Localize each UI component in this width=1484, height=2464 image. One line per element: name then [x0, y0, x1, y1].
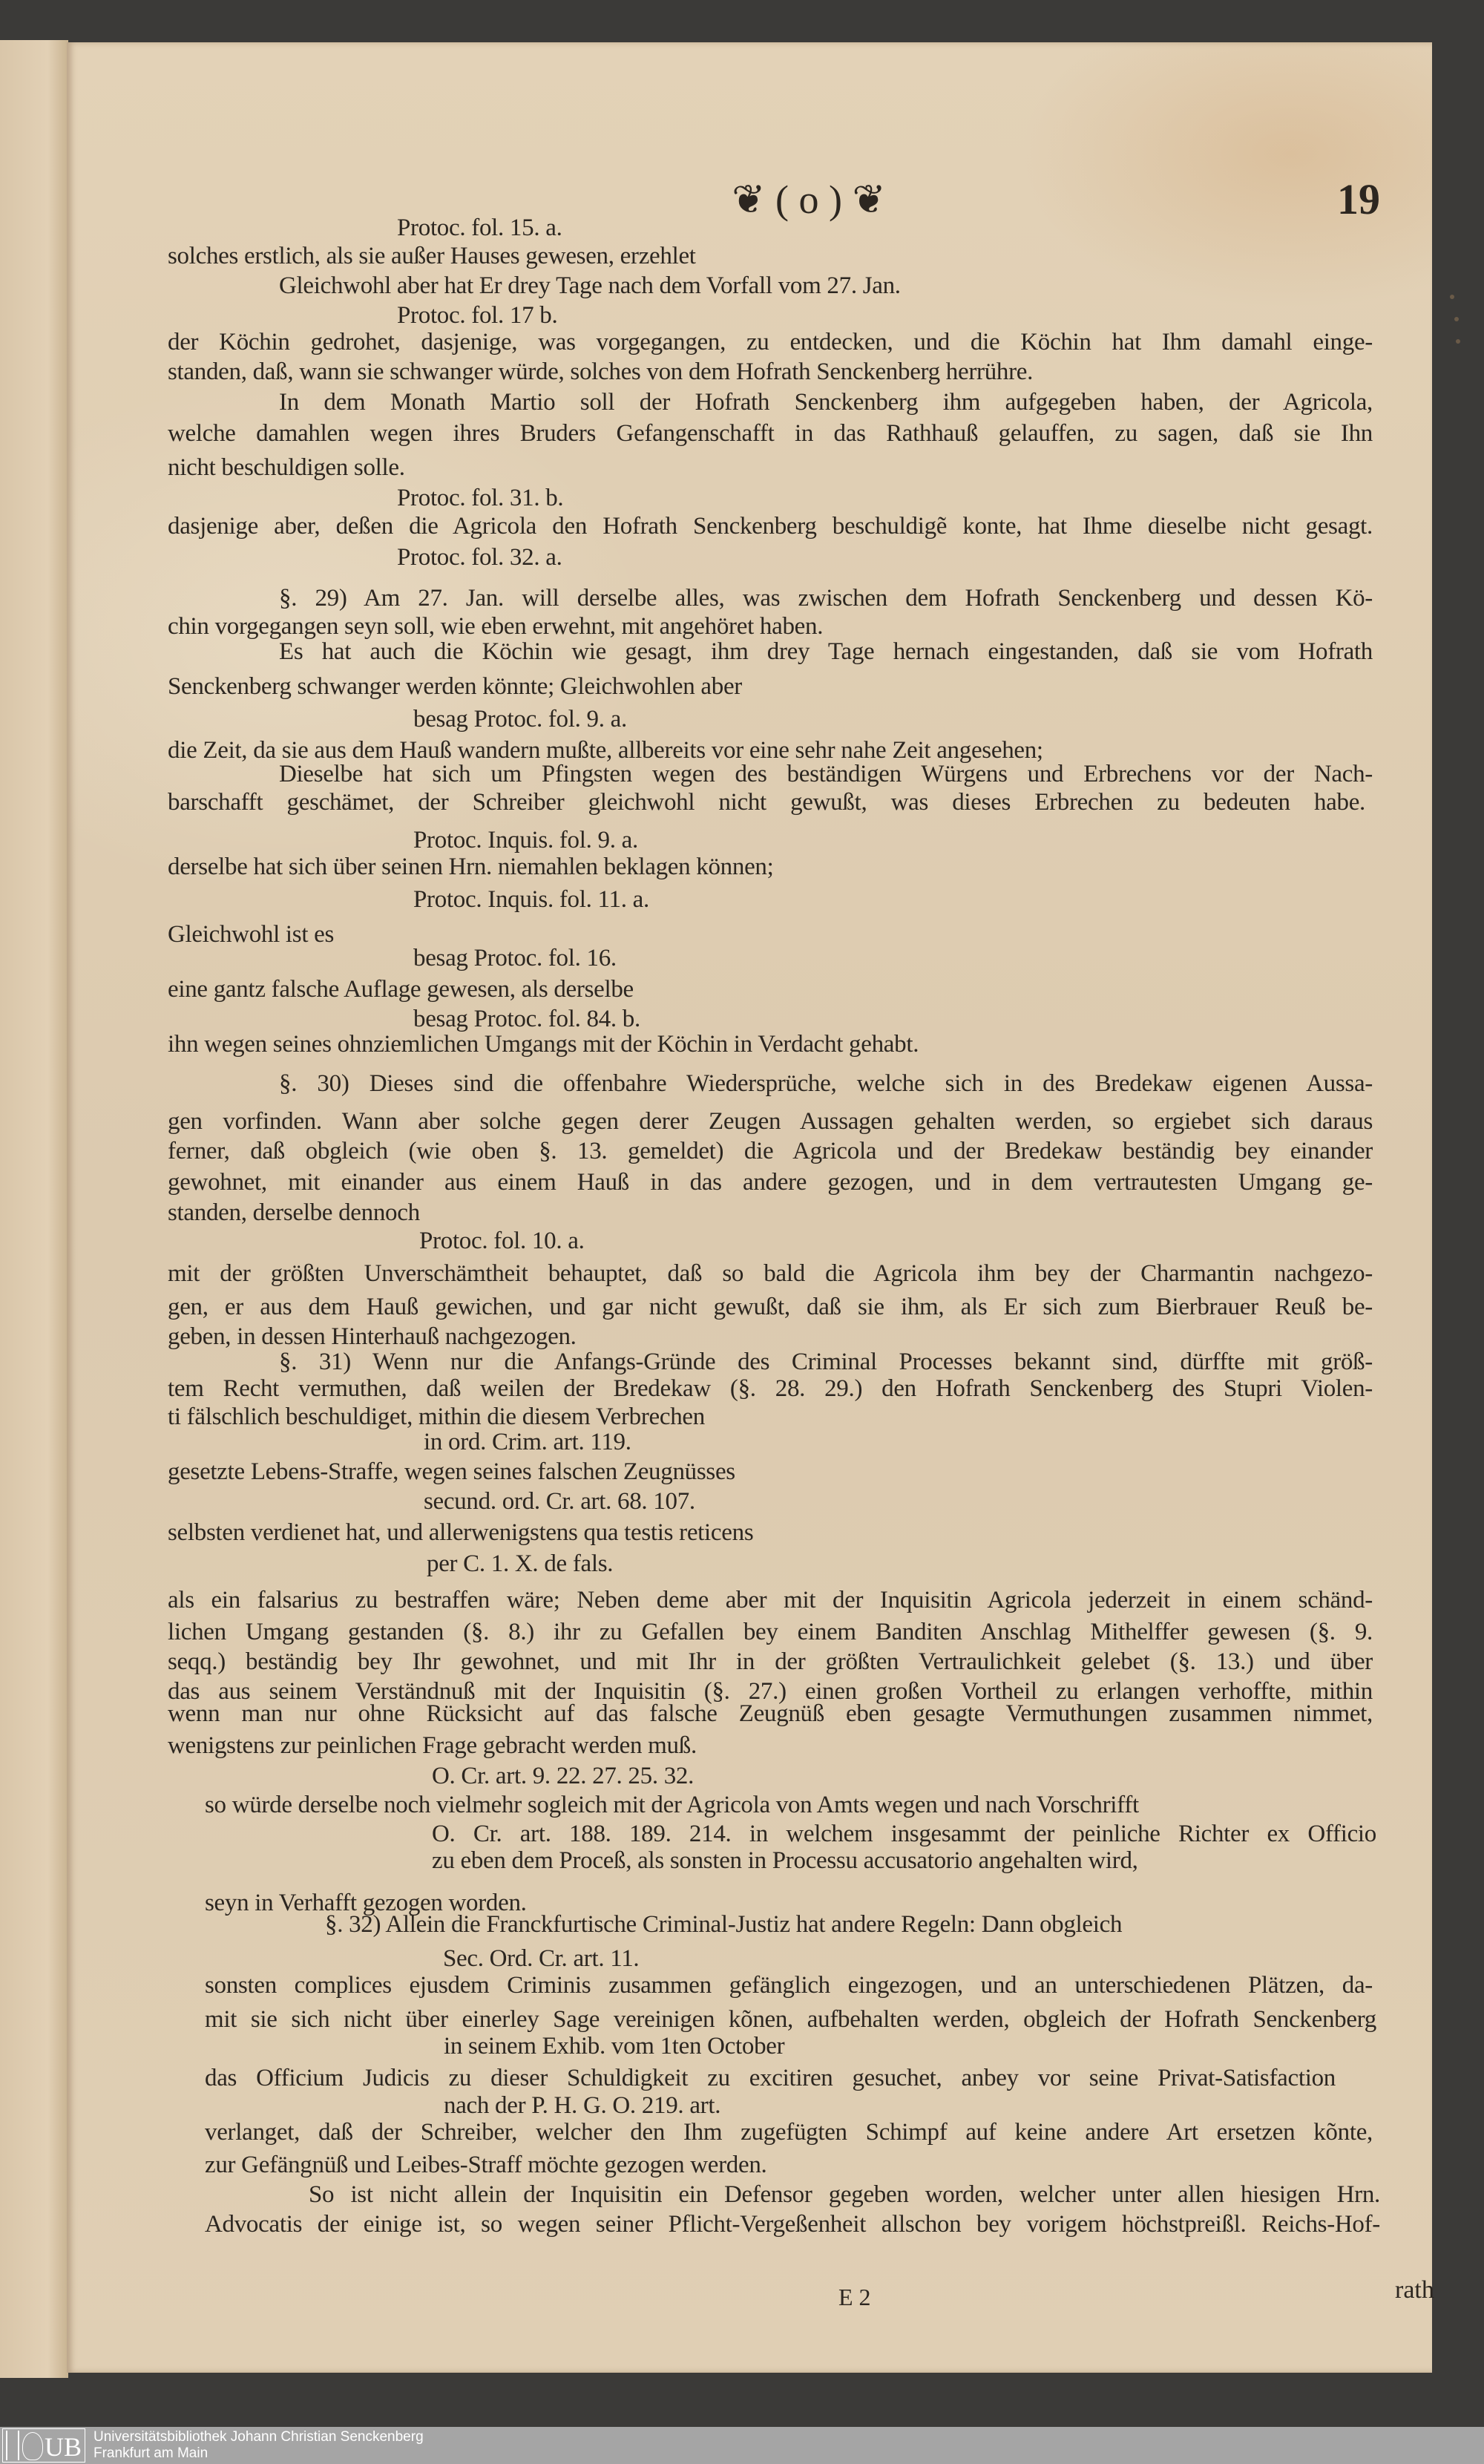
text-line: gen, er aus dem Hauß gewichen, und gar nicht gewußt, daß sie ihm, als Er sich zum Bierbrauer Reuß be-	[168, 1294, 1373, 1320]
text-line: gen vorfinden. Wann aber solche gegen derer Zeugen Aussagen gehalten werden, so ergiebet sich daraus	[168, 1108, 1373, 1135]
text-line: geben, in dessen Hinterhauß nachgezogen.	[168, 1323, 577, 1350]
text-line: Protoc. Inquis. fol. 11. a.	[413, 886, 649, 913]
text-line: §. 31) Wenn nur die Anfangs-Gründe des Criminal Processes bekannt sind, dürffte mit größ-	[279, 1349, 1373, 1375]
library-name-line1: Universitätsbibliothek Johann Christian Senckenberg	[93, 2429, 424, 2445]
text-line: lichen Umgang gestanden (§. 8.) ihr zu Gefallen bey einem Banditen Anschlag Mithelffer gewesen (§. 9.	[168, 1619, 1373, 1645]
text-line: O. Cr. art. 9. 22. 27. 25. 32.	[432, 1763, 695, 1789]
text-line: standen, daß, wann sie schwanger würde, solches von dem Hofrath Senckenberg herrühre.	[168, 358, 1034, 385]
library-footer	[0, 2427, 1484, 2464]
text-line: dasjenige aber, deßen die Agricola den Hofrath Senckenberg beschuldigẽ konte, hat Ihme dieselbe nicht gesagt.	[168, 513, 1373, 540]
ub-logo: UB	[2, 2428, 85, 2463]
text-line: so würde derselbe noch vielmehr sogleich mit der Agricola von Amts wegen und nach Vorschrifft	[205, 1792, 1139, 1818]
text-line: als ein falsarius zu bestraffen wäre; Neben deme aber mit der Inquisitin Agricola jederzeit in einem schänd-	[168, 1587, 1373, 1613]
text-line: besag Protoc. fol. 16.	[413, 945, 617, 971]
catchword: rath	[1395, 2276, 1434, 2304]
text-line: Protoc. fol. 15. a.	[397, 214, 562, 241]
text-line: derselbe hat sich über seinen Hrn. niemahlen beklagen können;	[168, 853, 774, 880]
text-line: Gleichwohl ist es	[168, 921, 335, 948]
text-line: Dieselbe hat sich um Pfingsten wegen des beständigen Würgens und Erbrechens vor der Nach-	[279, 761, 1373, 787]
text-line: die Zeit, da sie aus dem Hauß wandern mußte, allbereits vor eine sehr nahe Zeit angesehen;	[168, 737, 1043, 764]
text-line: wenn man nur ohne Rücksicht auf das falsche Zeugnüß eben gesagte Vermuthungen zusammen nimmet,	[168, 1700, 1373, 1727]
text-line: gewohnet, mit einander aus einem Hauß in das andere gezogen, und in dem vertrautesten Umgang ge-	[168, 1169, 1373, 1196]
text-line: chin vorgegangen seyn soll, wie eben erwehnt, mit angehöret haben.	[168, 613, 824, 640]
text-line: per C. 1. X. de fals.	[427, 1550, 614, 1577]
text-line: der Köchin gedrohet, dasjenige, was vorgegangen, zu entdecken, und die Köchin hat Ihm damahl einge-	[168, 329, 1373, 355]
text-line: seqq.) beständig bey Ihr gewohnet, und mit Ihr in der größten Vertraulichkeit gelebet (§. 13.) und über	[168, 1648, 1373, 1675]
text-line: ti fälschlich beschuldiget, mithin die diesem Verbrechen	[168, 1403, 705, 1430]
text-line: So ist nicht allein der Inquisitin ein Defensor gegeben worden, welcher unter allen hiesigen Hrn.	[309, 2181, 1380, 2208]
text-line: besag Protoc. fol. 84. b.	[413, 1006, 640, 1032]
text-line: das aus seinem Verständnuß mit der Inquisitin (§. 27.) einen großen Vortheil zu erlangen verhoffte, mithin	[168, 1678, 1373, 1705]
document-page	[67, 42, 1432, 2373]
adjacent-page-edge	[0, 40, 68, 2378]
text-line: in ord. Crim. art. 119.	[424, 1429, 631, 1455]
text-line: welche damahlen wegen ihres Bruders Gefangenschafft in das Rathhauß gelauffen, zu sagen, daß sie Ihn	[168, 420, 1373, 447]
text-line: Protoc. fol. 31. b.	[397, 485, 564, 511]
text-line: secund. ord. Cr. art. 68. 107.	[424, 1488, 695, 1515]
text-line: sonsten complices ejusdem Criminis zusammen gefänglich eingezogen, und an unterschiedenen Plätzen, da-	[205, 1972, 1373, 1999]
text-line: ihn wegen seines ohnziemlichen Umgangs mit der Köchin in Verdacht gehabt.	[168, 1031, 919, 1058]
text-line: verlanget, daß der Schreiber, welcher den Ihm zugefügten Schimpf auf keine andere Art ersetzen kõnte,	[205, 2119, 1373, 2146]
text-line: §. 29) Am 27. Jan. will derselbe alles, was zwischen dem Hofrath Senckenberg und dessen Kö-	[279, 585, 1373, 612]
library-name	[93, 2429, 424, 2462]
text-line: Protoc. fol. 10. a.	[419, 1228, 585, 1254]
text-line: eine gantz falsche Auflage gewesen, als derselbe	[168, 976, 634, 1003]
text-line: Protoc. Inquis. fol. 9. a.	[413, 827, 638, 853]
library-location: Frankfurt am Main	[93, 2445, 209, 2461]
text-line: Es hat auch die Köchin wie gesagt, ihm drey Tage hernach eingestanden, daß sie vom Hofrath	[279, 638, 1373, 665]
text-line: das Officium Judicis zu dieser Schuldigkeit zu excitiren gesuchet, anbey vor seine Privat-Satisfaction	[205, 2065, 1336, 2091]
text-line: zu eben dem Proceß, als sonsten in Processu accusatorio angehalten wird,	[432, 1847, 1138, 1874]
portrait-icon	[22, 2432, 43, 2460]
text-line: Protoc. fol. 17 b.	[397, 302, 558, 329]
text-line: mit der größten Unverschämtheit behauptet, daß so bald die Agricola ihm bey der Charmantin nachgezo-	[168, 1260, 1373, 1287]
text-line: in seinem Exhib. vom 1ten October	[444, 2033, 785, 2060]
text-line: Advocatis der einige ist, so wegen seiner Pflicht-Vergeßenheit allschon bey vorigem höchstpreißl. Reichs-Hof-	[205, 2211, 1380, 2238]
text-line: Senckenberg schwanger werden könnte; Gleichwohlen aber	[168, 673, 742, 700]
text-line: nicht beschuldigen solle.	[168, 454, 405, 481]
text-line: mit sie sich nicht über einerley Sage vereinigen kõnen, aufbehalten werden, obgleich der Hofrath Senckenberg	[205, 2006, 1376, 2033]
text-line: O. Cr. art. 188. 189. 214. in welchem insgesammt der peinliche Richter ex Officio	[432, 1821, 1376, 1847]
text-line: zur Gefängnüß und Leibes-Straff möchte gezogen werden.	[205, 2152, 767, 2178]
text-line: gesetzte Lebens-Straffe, wegen seines falschen Zeugnüsses	[168, 1458, 735, 1485]
text-line: wenigstens zur peinlichen Frage gebracht werden muß.	[168, 1732, 697, 1759]
text-line: In dem Monath Martio soll der Hofrath Senckenberg ihm aufgegeben haben, der Agricola,	[279, 389, 1373, 416]
text-line: Protoc. fol. 32. a.	[397, 544, 562, 571]
text-line: barschafft geschämet, der Schreiber gleichwohl nicht gewußt, was dieses Erbrechen zu bedeuten habe.	[168, 789, 1365, 816]
text-line: §. 30) Dieses sind die offenbahre Wiedersprüche, welche sich in des Bredekaw eigenen Aussa-	[279, 1070, 1373, 1097]
text-line: solches erstlich, als sie außer Hauses gewesen, erzehlet	[168, 243, 696, 269]
text-line: §. 32) Allein die Franckfurtische Criminal-Justiz hat andere Regeln: Dann obgleich	[325, 1911, 1123, 1938]
text-line: besag Protoc. fol. 9. a.	[413, 706, 627, 733]
text-line: standen, derselbe dennoch	[168, 1199, 420, 1226]
text-line: selbsten verdienet hat, und allerwenigstens qua testis reticens	[168, 1519, 754, 1546]
text-line: Sec. Ord. Cr. art. 11.	[443, 1945, 640, 1972]
text-line: nach der P. H. G. O. 219. art.	[444, 2092, 721, 2119]
margin-marks	[1445, 295, 1468, 347]
text-line: seyn in Verhafft gezogen worden.	[205, 1890, 527, 1916]
text-line: tem Recht vermuthen, daß weilen der Bredekaw (§. 28. 29.) den Hofrath Senckenberg des Stupri Violen-	[168, 1375, 1373, 1402]
text-line: ferner, daß obgleich (wie oben §. 13. gemeldet) die Agricola und der Bredekaw beständig bey einander	[168, 1138, 1373, 1164]
header-ornament: ❦ ( o ) ❦	[732, 177, 886, 222]
signature-mark: E 2	[838, 2284, 871, 2310]
page-number: 19	[1337, 175, 1380, 223]
text-line: Gleichwohl aber hat Er drey Tage nach dem Vorfall vom 27. Jan.	[279, 272, 901, 299]
